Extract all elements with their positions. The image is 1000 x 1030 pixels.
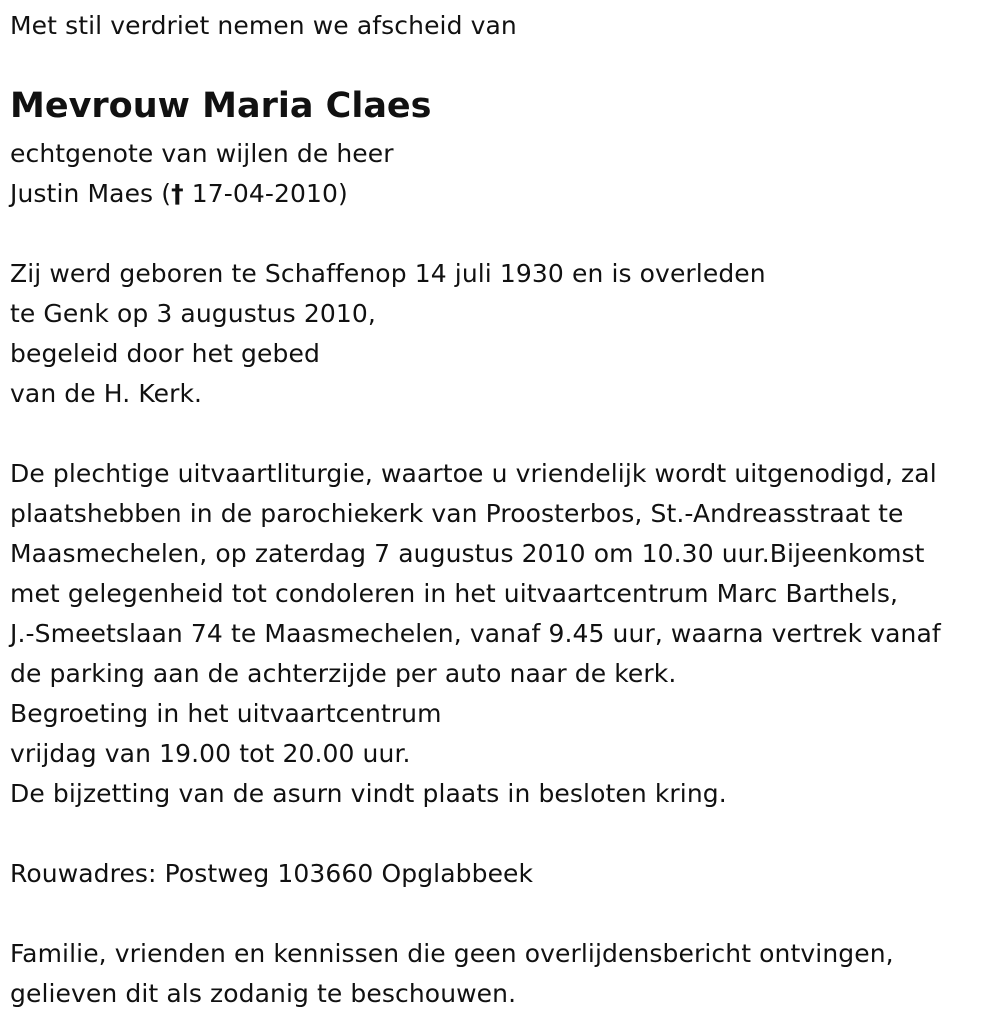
liturgy-paragraph [10,454,941,814]
liturgy-line: met gelegenheid tot condoleren in het uitvaartcentrum Marc Barthels, [10,579,899,608]
cross-icon: † [171,179,184,208]
liturgy-line: plaatshebben in de parochiekerk van Proosterbos, St.-Andreasstraat te [10,499,904,528]
deceased-name: Mevrouw Maria Claes [10,86,432,126]
family-note-line: Familie, vrienden en kennissen die geen overlijdensbericht ontvingen, [10,939,894,968]
liturgy-line: Begroeting in het uitvaartcentrum [10,699,442,728]
liturgy-line: De bijzetting van de asurn vindt plaats in besloten kring. [10,779,727,808]
family-note [10,934,894,1014]
birth-death-line: Zij werd geboren te Schaffenop 14 juli 1930 en is overleden [10,259,766,288]
spouse-death-date: 17-04-2010) [183,179,348,208]
spouse-line-1: echtgenote van wijlen de heer [10,139,394,168]
spouse-name: Justin Maes ( [10,179,172,208]
birth-death-paragraph [10,254,766,414]
mourning-address [10,854,533,894]
mourning-address-line: Rouwadres: Postweg 103660 Opglabbeek [10,859,534,888]
liturgy-line: de parking aan de achterzijde per auto naar de kerk. [10,659,677,688]
family-note-line: gelieven dit als zodanig te beschouwen. [10,979,517,1008]
liturgy-line: De plechtige uitvaartliturgie, waartoe u vriendelijk wordt uitgenodigd, zal [10,459,937,488]
birth-death-line: van de H. Kerk. [10,379,203,408]
birth-death-line: begeleid door het gebed [10,339,320,368]
liturgy-line: J.-Smeetslaan 74 te Maasmechelen, vanaf 9.45 uur, waarna vertrek vanaf [10,619,941,648]
birth-death-line: te Genk op 3 augustus 2010, [10,299,376,328]
spouse-line-2 [10,174,394,214]
liturgy-line: Maasmechelen, op zaterdag 7 augustus 2010 om 10.30 uur.Bijeenkomst [10,539,925,568]
intro-text: Met stil verdriet nemen we afscheid van [10,11,517,40]
liturgy-line: vrijdag van 19.00 tot 20.00 uur. [10,739,411,768]
spouse-info [10,134,394,214]
